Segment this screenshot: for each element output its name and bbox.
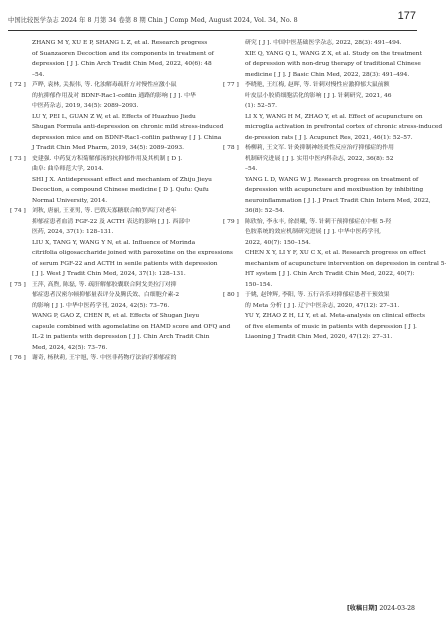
reference-line: 曲阜: 曲阜师范大学, 2014. (32, 166, 104, 172)
reference-line: YANG L D, WANG W J. Research progress on treatment of (245, 176, 419, 183)
reference-number: [ 74 ] (10, 208, 26, 214)
running-header (8, 12, 417, 31)
reference-line: 150–154. (245, 281, 273, 288)
reference-line: 机制研究进展 [ J ]. 实用中医内科杂志, 2022, 36(8): 52 (245, 155, 394, 162)
reference-line: LU Y, PEI L, GUAN Z W, et al. Effects of Huazhuo Jiedu (32, 113, 196, 120)
reference-line: 色胺系统的效应机制研究进展 [ J ]. 中华中医药学刊, (245, 229, 382, 235)
reference-line: –54. (245, 166, 258, 172)
reference-line: 医药, 2024, 37(1): 128–131. (32, 229, 114, 235)
reference-line: 研究 [ J ]. 中国中医基础医学杂志, 2022, 28(3): 491–494. (245, 40, 402, 46)
reference-line: SHI J X. Antidepressant effect and mechanism of Zhiju Jieyu (32, 176, 212, 183)
reference-number: [ 77 ] (223, 82, 239, 88)
reference-line: 李晓艳, 王红梅, 赵晖, 等. 针刺对慢性应激抑郁大鼠前额 (245, 82, 390, 88)
reference-number: [ 76 ] (10, 355, 26, 361)
reference-line: 史建强. 中药复方积菊解郁汤的抗抑郁作用及其机制 [ D ]. (32, 155, 183, 162)
reference-line: depression with acupuncture and moxibustion by inhibiting (245, 187, 424, 193)
reference-line: 中医药杂志, 2019, 34(5): 2089–2093. (32, 103, 139, 109)
reference-line: (1): 52–57. (245, 103, 278, 109)
reference-line: –54. (32, 71, 45, 78)
reference-line: 抑郁症患者血清 FGF-22 及 ACTH 表达的影响 [ J ]. 西部中 (32, 218, 190, 225)
reference-line: depression mice and on BDNF-Rac1-cofilin pathway [ J ]. China (32, 134, 222, 141)
reference-line: 芦晔, 袁林, 关振伟, 等. 化浊解毒疏肝方对慢性应激小鼠 (32, 82, 177, 88)
reference-line: de-pression rats [ J ]. Acupunct Res, 2021, 46(1): 52–57. (245, 134, 413, 141)
reference-line: ZHANG M Y, XU E P, SHANG L Z, et al. Research progress (32, 40, 208, 46)
reference-continuation (10, 38, 214, 80)
reference-line: 的影响 [ J ]. 中华中医药学刊, 2024, 42(5): 73–76. (32, 302, 170, 309)
reference-number: [ 72 ] (10, 82, 26, 88)
reference-line: of Suanzaoren Decoction and its components in treatment of (32, 50, 214, 57)
reference-line: CHEN X Y, LI Y F, XU C X, et al. Research progress on effect (245, 250, 426, 256)
reference-line: 叶皮层小胶质细胞活化的影响 [ J ]. 针刺研究, 2021, 46 (245, 92, 392, 99)
reference-continuation (223, 38, 422, 80)
reference-line: 2022, 40(7): 150–154. (245, 239, 311, 246)
reference-line: citrifolia oligosaccharide joined with paroxetine on the expressions (32, 250, 233, 256)
reference-line: 的抗抑郁作用及对 BDNF-Rac1-cofilin 通路的影响 [ J ]. 中华 (32, 92, 196, 99)
reference-number: [ 80 ] (223, 292, 239, 298)
reference-line: 36(8): 52–54. (245, 208, 285, 214)
reference-entry (10, 154, 212, 207)
received-date-value: 2024-03-28 (379, 605, 415, 612)
reference-line: IL-2 in patients with depression [ J ]. Chin Arch Tradit Chin (32, 334, 210, 340)
received-label: [收稿日期] (346, 605, 378, 612)
page-number: 177 (397, 10, 416, 22)
reference-line: LI X Y, WANG H M, ZHAO Y, et al. Effect of acupuncture on (245, 113, 423, 120)
reference-line: Liaoning J Tradit Chin Med, 2020, 47(12): 27–31. (245, 334, 393, 340)
reference-line: 郁症患者汉密尔顿抑郁量表评分及腾氏效、白细胞介素-2 (32, 292, 180, 298)
reference-line: mechanism of acupuncture intervention on depression in central 5- (245, 260, 446, 267)
reference-line: 陈欣怡, 李永丰, 徐晨曦, 等. 针刺干预抑郁症在中枢 5-羟 (245, 218, 392, 225)
reference-line: J Tradit Chin Med Pharm, 2019, 34(5): 2089–2093. (32, 145, 185, 151)
reference-line: Normal University, 2014. (32, 197, 108, 204)
journal-header-text: 中国比较医学杂志 2024 年 8 月第 34 卷第 8 期 Chin J Comp Med, August 2024, Vol. 34, No. 8 (8, 17, 298, 24)
reference-line: microglia activation in prefrontal cortex of chronic stress-induced (245, 124, 443, 130)
reference-line: YU Y, ZHAO Z H, LI Y, et al. Meta-analysis on clinical effects (245, 313, 426, 319)
reference-number: [ 73 ] (10, 155, 26, 162)
reference-line: Med, 2024, 42(5): 73–76. (32, 344, 108, 351)
reference-entry (10, 353, 205, 364)
reference-line: 刘秋, 唐丽, 王亚男, 等. 巴戟天寡糖联合帕罗西汀对老年 (32, 208, 177, 214)
reference-number: [ 79 ] (223, 218, 239, 225)
reference-line: [ J ]. West J Tradit Chin Med, 2024, 37(1): 128–131. (32, 271, 186, 277)
reference-line: medicine [ J ]. J Basic Chin Med, 2022, 28(3): 491–494. (245, 71, 410, 78)
reference-entry (223, 217, 446, 291)
reference-number: [ 78 ] (223, 145, 239, 151)
reference-line: WANG P, GAO Z, CHEN R, et al. Effects of Shugan Jieyu (32, 313, 200, 319)
received-date (347, 603, 415, 612)
reference-line: Decoction, a compound Chinese medicine [ D ]. Qufu: Qufu (32, 187, 209, 193)
reference-line: XIE Q, YANG Q L, WANG Z X, et al. Study on the treatment (245, 50, 422, 57)
right-column-references (223, 38, 446, 343)
reference-line: 谢奇, 杨秋莉, 王宇旭, 等. 中医非药物疗法治疗抑郁症的 (32, 355, 177, 361)
reference-line: of five elements of music in patients with depression [ J ]. (245, 323, 417, 330)
reference-entry (10, 80, 224, 154)
reference-line: neuroinflammation [ J ]. J Pract Tradit Chin Intern Med, 2022, (245, 197, 431, 204)
reference-line: LIU X, TANG Y, WANG Y N, et al. Influence of Morinda (32, 239, 196, 246)
reference-line: of depression with non-drug therapy of traditional Chinese (245, 61, 421, 67)
reference-entry (223, 143, 431, 217)
reference-line: 的 Meta 分析 [ J ]. 辽宁中医杂志, 2020, 47(12): 27–31. (245, 302, 400, 309)
reference-line: 于姚, 赵钟辉, 李阳, 等. 五行音乐对抑郁症患者干预效果 (245, 292, 390, 298)
reference-line: HT system [ J ]. Chin Arch Tradit Chin Med, 2022, 40(7): (245, 271, 415, 277)
reference-entry (223, 290, 426, 343)
reference-entry (223, 80, 443, 143)
reference-line: 王萍, 高煦, 陈磊, 等. 疏肝解郁胶囊联合阿戈美拉汀对抑 (32, 281, 177, 288)
reference-line: capsule combined with agomelatine on HAMD score and OFQ and (32, 323, 231, 330)
reference-number: [ 75 ] (10, 281, 26, 288)
reference-line: of serum FGF-22 and ACTH in senile patients with depression (32, 260, 218, 267)
reference-line: Shugan Formula anti-depression on chronic mild stress-induced (32, 124, 224, 130)
reference-line: depression [ J ]. Chin Arch Tradit Chin Med, 2022, 40(6): 48 (32, 61, 212, 67)
reference-line: 杨柳莉, 王文军. 针灸抑制神经炎性反应治疗抑郁症的作用 (245, 145, 394, 151)
